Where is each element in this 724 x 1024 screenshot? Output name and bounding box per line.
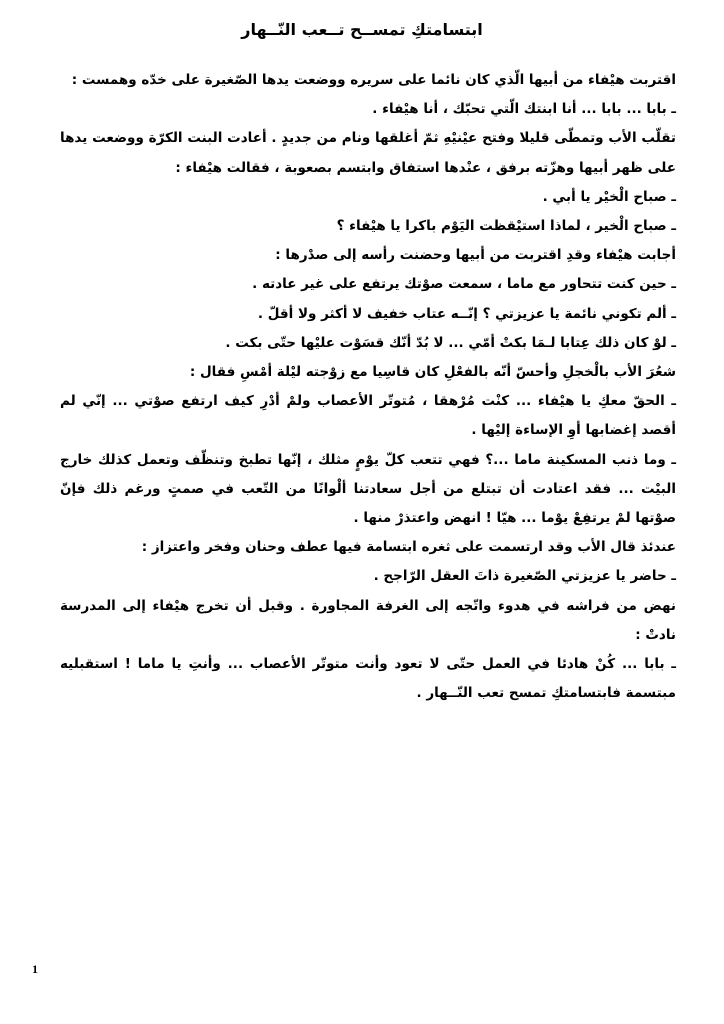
paragraph: أجابت هيْفاء وقدِ اقتربت من أبيها وحضنت رأسه إلى صدْرها : xyxy=(275,247,676,264)
paragraph: ـ وما ذنب المسكينة ماما ...؟ فهي تتعب كلّ يوْمٍ مثلك ، إنّها تطبخ وتنظّف وتعمل كذلك خارج البيْت ... فقد اعتادت أن تبتلع من أجل سعادتنا ألْوانًا من التّعب في صمتٍ ورغم ذلك فإنّ صوْتها لمْ يرتفِعْ يوْما ... هيّا ! انهض واعتذرْ منها . xyxy=(60,451,676,527)
page-number: 1 xyxy=(32,962,38,976)
paragraph: ـ الحقّ معكِ يا هيْفاء ... كنْت مُرْهقا ، مُتوتّر الأعصاب ولمْ أدْرِ كيف ارتفع صوْتي ... إنّي لم أقصد إغضابها أوِ الإساءة إليْها . xyxy=(60,393,676,439)
paragraph: ـ لوْ كان ذلك عِتابا لـمَا بكتْ أمّي ... لا بُدّ أنّك قسَوْت عليْها حتّى بكت . xyxy=(225,334,676,351)
paragraph: تقلّب الأب وتمطّى قليلا وفتح عيْنيْهِ ثمّ أغلقها ونام من جديدٍ . أعادت البنت الكرّة ووضعت يدها على ظهر أبيها وهزّته برفق ، عنْدها استفاق وابتسم بصعوبة ، فقالت هيْفاء : xyxy=(60,130,676,176)
paragraph: ـ حين كنت تتحاور مع ماما ، سمعت صوْتك يرتفع على غير عادته . xyxy=(252,276,676,293)
paragraph: ـ ألم تكوني نائمة يا عزيزتي ؟ إنّــه عتاب خفيف لا أكثر ولا أقلّ . xyxy=(257,305,676,322)
paragraph: ـ بابا ... كُنْ هادئا في العمل حتّى لا تعود وأنت متوتّر الأعصاب ... وأنتِ يا ماما ! استقبليه مبتسمة فابتسامتكِ تمسح تعب النّــهار . xyxy=(60,656,676,702)
paragraph: ـ بابا ... بابا ... أنا ابنتك الّتي تحبّك ، أنا هيْفاء . xyxy=(372,101,676,118)
document-body xyxy=(60,66,676,708)
paragraph: ـ حاضر يا عزيزتي الصّغيرة ذاتَ العقل الرّاجح . xyxy=(373,568,676,585)
document-title: ابتسامتكِ تمســح تــعب النّــهار xyxy=(241,20,483,39)
paragraph: عندئذ قال الأب وقد ارتسمت على ثغره ابتسامة فيها عطف وحنان وفخر واعتزاز : xyxy=(141,539,676,556)
paragraph: نهض من فراشه في هدوء واتّجه إلى الغرفة المجاورة . وقبل أن تخرج هيْفاء إلى المدرسة نادتْ : xyxy=(60,597,676,643)
paragraph: ـ صباح الْخير ، لماذا استيْقظت اليَوْم باكرا يا هيْفاء ؟ xyxy=(336,218,676,235)
paragraph: اقتربت هيْفاء من أبيها الّذي كان نائما على سريره ووضعت يدها الصّغيرة على خدّه وهمست : xyxy=(71,72,676,88)
paragraph: شعُرَ الأب بالْخجلِ وأحسّ أنّه بالفعْلِ كان قاسِيا مع زوْجته ليْلة أمْسِ فقال : xyxy=(189,364,676,381)
paragraph: ـ صباح الْخيْر يا أبي . xyxy=(542,188,676,205)
